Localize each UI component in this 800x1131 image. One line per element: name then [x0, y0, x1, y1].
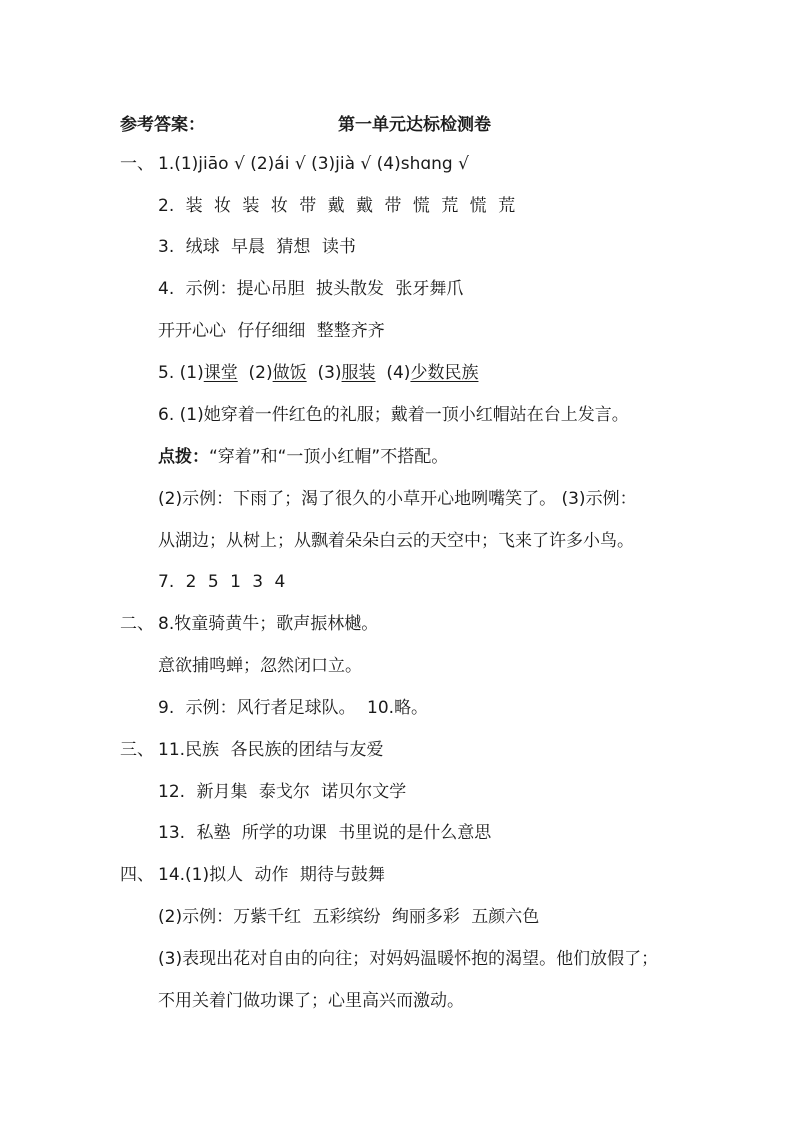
q13-answer: 13. 私塾 所学的功课 书里说的是什么意思 — [158, 823, 492, 843]
q5-a2-word: 做饭 — [272, 363, 307, 383]
page-title: 第一单元达标检测卷 — [338, 115, 491, 135]
q5-a3-word: 服装 — [341, 363, 376, 383]
q3-answer: 3. 绒球 早晨 猜想 读书 — [158, 237, 356, 257]
q14-answer-line4: 不用关着门做功课了；心里高兴而激动。 — [158, 991, 464, 1011]
q6-tip-label: 点拨： — [158, 447, 209, 467]
q4-answer-line1: 4. 示例：提心吊胆 披头散发 张牙舞爪 — [158, 279, 464, 299]
q8-answer-line1: 8.牧童骑黄牛；歌声振林樾。 — [158, 614, 379, 634]
q11-answer: 11.民族 各民族的团结与友爱 — [158, 740, 384, 760]
q5-a1-number: (1) — [179, 363, 204, 383]
q5-a3-number: (3) — [317, 363, 342, 383]
q1-answer: 1.(1)jiāo √ (2)ái √ (3)jià √ (4)shɑng √ — [158, 154, 469, 174]
q14-answer-line1: 14.(1)拟人 动作 期待与鼓舞 — [158, 865, 385, 885]
q6-tip — [158, 446, 448, 468]
answer-key-label: 参考答案： — [120, 115, 205, 135]
q6-answer-line3: (2)示例：下雨了；渴了很久的小草开心地咧嘴笑了。 (3)示例： — [158, 489, 637, 509]
q2-answer: 2. 装 妆 装 妆 带 戴 戴 带 慌 荒 慌 荒 — [158, 196, 516, 216]
q14-answer-line2: (2)示例：万紫千红 五彩缤纷 绚丽多彩 五颜六色 — [158, 907, 540, 927]
q6-answer-line4: 从湖边；从树上；从飘着朵朵白云的天空中；飞来了许多小鸟。 — [158, 531, 634, 551]
section-heading-2: 二、 — [120, 614, 154, 634]
q5-a1-word: 课堂 — [203, 363, 238, 383]
q4-answer-line2: 开开心心 仔仔细细 整整齐齐 — [158, 321, 385, 341]
q8-answer-line2: 意欲捕鸣蝉；忽然闭口立。 — [158, 656, 362, 676]
q5-answer — [158, 362, 478, 384]
q7-answer: 7. 2 5 1 3 4 — [158, 572, 286, 592]
section-heading-4: 四、 — [120, 865, 154, 885]
q9-10-answer: 9. 示例：风行者足球队。 10.略。 — [158, 698, 429, 718]
q12-answer: 12. 新月集 泰戈尔 诺贝尔文学 — [158, 782, 407, 802]
q6-answer-line1: 6. (1)她穿着一件红色的礼服；戴着一顶小红帽站在台上发言。 — [158, 405, 629, 425]
q5-number: 5. — [158, 363, 175, 383]
q5-a2-number: (2) — [248, 363, 273, 383]
q14-answer-line3: (3)表现出花对自由的向往；对妈妈温暖怀抱的渴望。他们放假了； — [158, 949, 659, 969]
q6-tip-text: “穿着”和“一顶小红帽”不搭配。 — [209, 447, 449, 467]
section-heading-1: 一、 — [120, 154, 154, 174]
section-heading-3: 三、 — [120, 740, 154, 760]
q5-a4-number: (4) — [386, 363, 411, 383]
q5-a4-word: 少数民族 — [410, 363, 479, 383]
